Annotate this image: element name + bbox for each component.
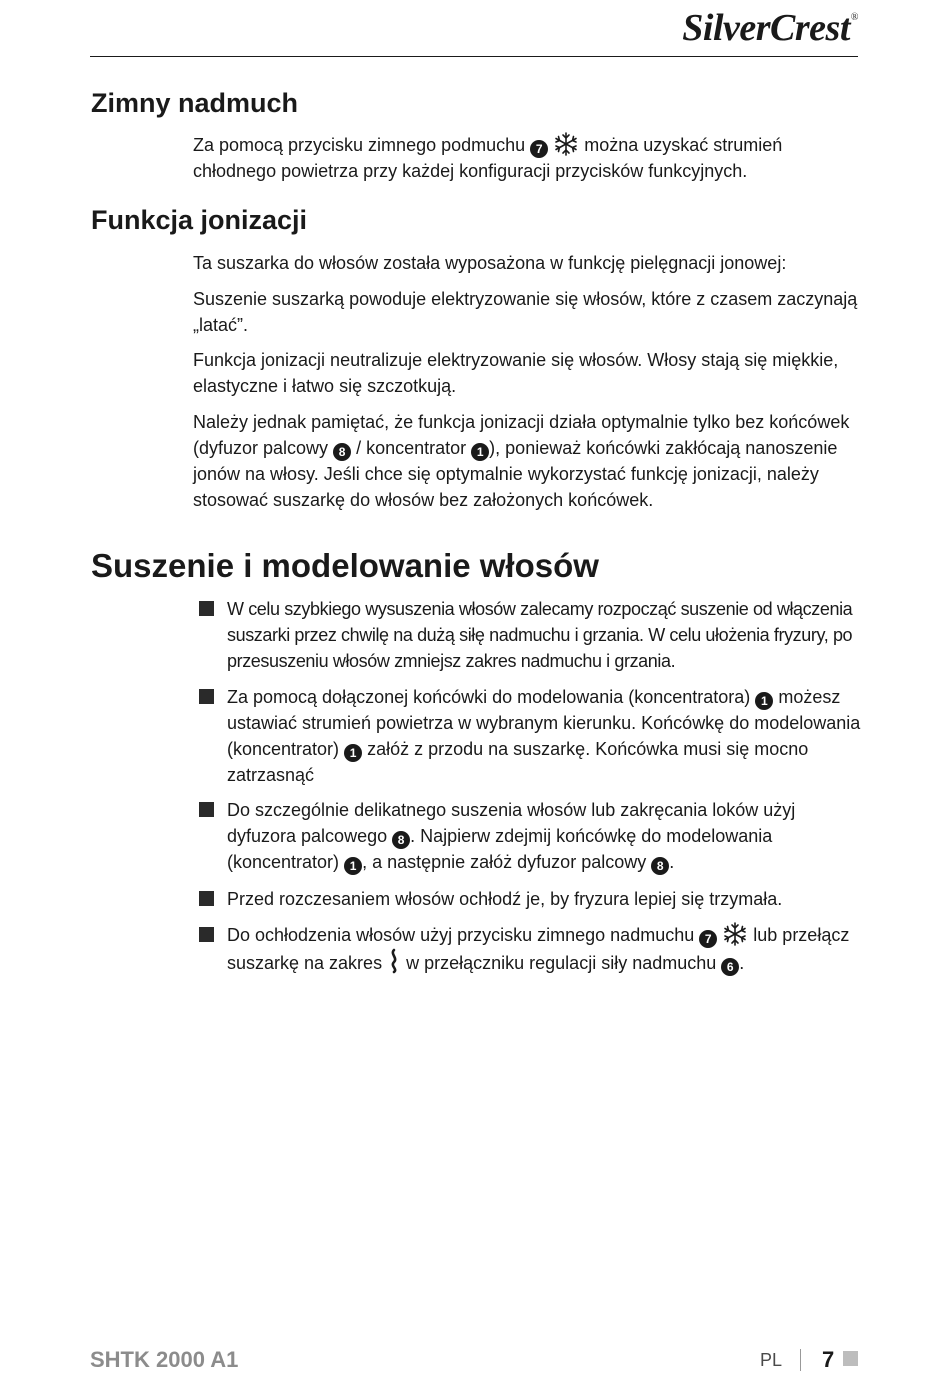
list-item-text: Za pomocą dołączonej końcówki do modelowania (koncentratora) 1 możesz ustawiać strumień powietrza w wybranym kierunku. Końcówkę do modelowania (koncentrator) 1 załóż z przodu na suszarkę. Końcówka musi się mocno zatrzasnąć [227, 687, 861, 785]
bullet-square-icon [199, 802, 214, 817]
callout-number: 8 [651, 857, 669, 875]
callout-number: 7 [530, 140, 548, 158]
list-item-text: Do szczególnie delikatnego suszenia włosów lub zakręcania loków użyj dyfuzora palcowego 8 . Najpierw zdejmij końcówkę do modelowania (koncentrator) 1 , a następnie załóż dyfuzor palcowy 8 . [227, 800, 796, 873]
callout-number: 1 [344, 857, 362, 875]
paragraph-ionization-1: Ta suszarka do włosów została wyposażona w funkcję pielęgnacji jonowej: [193, 253, 787, 273]
list-item-text: Przed rozczesaniem włosów ochłodź je, by fryzura lepiej się trzymała. [227, 889, 783, 909]
footer-language: PL [760, 1350, 783, 1370]
list-item-text: W celu szybkiego wysuszenia włosów zalecamy rozpocząć suszenie od włączenia suszarki przez chwilę na dużą siłę nadmuchu i grzania. W celu ułożenia fryzury, po przesuszeniu włosów zmniejsz zakres nadmuchu i grzania. [227, 599, 853, 671]
paragraph-cold-air: Za pomocą przycisku zimnego podmuchu 7 można uzyskać strumień chłodnego powietrza przy każdej konfiguracji przycisków funkcyjnych. [193, 132, 863, 184]
list-item-text: Do ochłodzenia włosów użyj przycisku zimnego nadmuchu 7 lub przełącz suszarkę na zakres w przełączniku regulacji siły nadmuchu 6 . [227, 922, 863, 976]
snowflake-icon [722, 922, 748, 946]
list-item [199, 886, 863, 912]
page-number: 7 [822, 1347, 835, 1372]
header-rule [90, 56, 858, 57]
footer-model-number: SHTK 2000 A1 [90, 1347, 239, 1372]
paragraph-ionization-2: Suszenie suszarką powoduje elektryzowanie się włosów, które z czasem zaczynają „latać”. [193, 289, 858, 335]
section-title-ionization: Funkcja jonizacji [91, 205, 308, 235]
section-title-cold-air: Zimny nadmuch [91, 88, 299, 118]
paragraph-ionization-4: Należy jednak pamiętać, że funkcja jonizacji działa optymalnie tylko bez końcówek (dyfuzor palcowy 8 / koncentrator 1 ), ponieważ końcówki zakłócają nanoszenie jonów na włosy. Jeśli chce się optymalnie wykorzystać funkcję jonizacji, należy stosować suszarkę do włosów bez założonych końcówek. [193, 412, 850, 510]
callout-number: 7 [699, 930, 717, 948]
list-item [199, 596, 863, 674]
paragraph-ionization-3: Funkcja jonizacji neutralizuje elektryzowanie się włosów. Włosy stają się miękkie, elastyczne i łatwo się szczotkują. [193, 350, 839, 396]
callout-number: 8 [333, 443, 351, 461]
callout-number: 1 [471, 443, 489, 461]
brand-logo: SilverCrest® [682, 7, 858, 49]
callout-number: 6 [721, 958, 739, 976]
list-item [199, 684, 863, 788]
bullet-square-icon [199, 891, 214, 906]
callout-number: 1 [344, 744, 362, 762]
list-item [199, 922, 863, 976]
footer-divider [800, 1349, 801, 1371]
bullet-square-icon [199, 689, 214, 704]
callout-number: 1 [755, 692, 773, 710]
callout-number: 8 [392, 831, 410, 849]
section-title-drying-styling: Suszenie i modelowanie włosów [91, 547, 599, 584]
snowflake-icon [553, 132, 579, 156]
bullet-square-icon [199, 927, 214, 942]
list-item [199, 797, 863, 875]
footer-square-icon [843, 1351, 858, 1366]
airflow-low-icon [387, 948, 401, 974]
bullet-square-icon [199, 601, 214, 616]
